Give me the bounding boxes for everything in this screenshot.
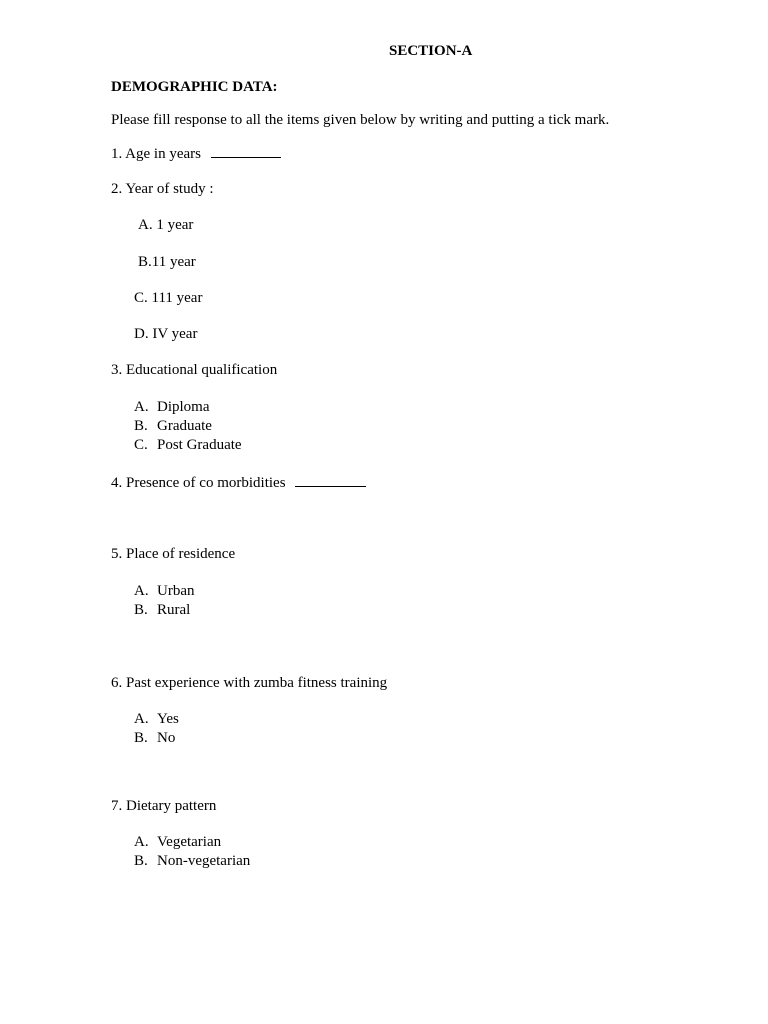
option-text: No: [157, 730, 176, 746]
question-year-of-study: 2. Year of study :: [111, 181, 214, 197]
option-zumba-yes[interactable]: [134, 710, 179, 728]
option-year-b[interactable]: B.11 year: [138, 254, 196, 270]
option-diet-non-vegetarian[interactable]: [134, 852, 250, 870]
option-letter: B.: [134, 418, 148, 434]
option-letter: A.: [134, 583, 149, 599]
option-letter: B.: [134, 602, 148, 618]
option-zumba-no[interactable]: [134, 729, 175, 747]
option-letter: A.: [134, 834, 149, 850]
option-text: Yes: [157, 711, 179, 727]
question-comorbidities: [111, 473, 366, 492]
question-residence: 5. Place of residence: [111, 546, 236, 562]
option-year-a[interactable]: A. 1 year: [138, 217, 194, 233]
option-text: Non-vegetarian: [157, 853, 251, 869]
option-letter: C.: [134, 437, 148, 453]
instruction-text: Please fill response to all the items given below by writing and putting a tick mark.: [111, 112, 610, 128]
option-year-c[interactable]: C. 111 year: [134, 290, 203, 306]
option-education-graduate[interactable]: [134, 417, 212, 435]
question-education: 3. Educational qualification: [111, 362, 278, 378]
option-education-post-graduate[interactable]: [134, 436, 242, 454]
option-text: Rural: [157, 602, 191, 618]
option-text: Diploma: [157, 399, 210, 415]
option-diet-vegetarian[interactable]: [134, 833, 221, 851]
option-letter: A.: [134, 399, 149, 415]
option-text: Urban: [157, 583, 195, 599]
question-age: [111, 144, 281, 163]
question-zumba-experience: 6. Past experience with zumba fitness training: [111, 675, 388, 691]
section-title: SECTION-A: [389, 43, 473, 59]
option-year-d[interactable]: D. IV year: [134, 326, 198, 342]
option-text: Vegetarian: [157, 834, 222, 850]
option-letter: B.: [134, 730, 148, 746]
option-letter: A.: [134, 711, 149, 727]
question-dietary-pattern: 7. Dietary pattern: [111, 798, 217, 814]
question-label: 1. Age in years: [111, 146, 201, 162]
option-residence-urban[interactable]: [134, 582, 195, 600]
demographic-heading: DEMOGRAPHIC DATA:: [111, 79, 278, 95]
comorbidities-answer-line[interactable]: [295, 473, 366, 487]
option-residence-rural[interactable]: [134, 601, 190, 619]
option-education-diploma[interactable]: [134, 398, 210, 416]
option-letter: B.: [134, 853, 148, 869]
option-text: Post Graduate: [157, 437, 242, 453]
question-label: 4. Presence of co morbidities: [111, 475, 286, 491]
option-text: Graduate: [157, 418, 212, 434]
age-answer-line[interactable]: [211, 144, 281, 158]
